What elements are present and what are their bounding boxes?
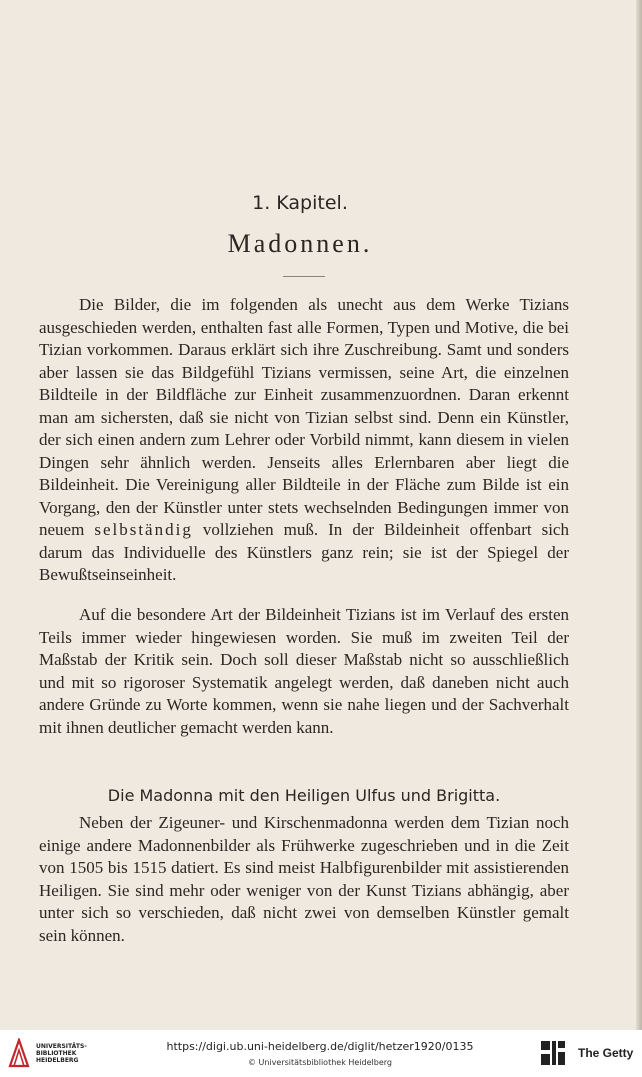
section-heading: Die Madonna mit den Heiligen Ulfus und Brigitta.: [107, 786, 501, 805]
library-name: UNIVERSITÄTS- BIBLIOTHEK HEIDELBERG: [36, 1043, 87, 1064]
ub-heidelberg-logo-icon[interactable]: [8, 1038, 30, 1068]
paragraph-1-part1: Die Bilder, die im folgenden als unecht aus dem Werke Tizians ausgeschieden werden, enthalten fast alle Formen, Typen und Motive, die bei Tizian vorkommen. Daraus erklärt sich ihre Zuschreibung. Samt und sonders aber lassen sie das Bildgefühl Tizians vermissen, seine Art, die einzelnen Bildteile in der Bildfläche zur Einheit zusammenzuordnen. Daran erkennt man am sichersten, daß sie nicht von Tizian selbst sind. Denn ein Künstler, der sich einen andern zum Lehrer oder Vorbild nimmt, kann diesem in vielen Dingen sehr ähnlich werden. Jenseits alles Erlernbaren aber liegt die Bildeinheit. Die Vereinigung aller Bildteile in der Fläche zum Bilde ist ein Vorgang, den der Künstler unter stets wechselnden Bedingungen immer von neuem: [39, 295, 569, 539]
viewer-footer: [0, 1030, 642, 1077]
paragraph-3: [39, 812, 569, 947]
getty-logo-icon[interactable]: [540, 1040, 566, 1066]
paragraph-1-emphasis: selbständig: [94, 520, 193, 539]
paragraph-3-text: Neben der Zigeuner- und Kirschenmadonna werden dem Tizian noch einige andere Madonnenbilder als Frühwerke zugeschrieben und in die Zeit von 1505 bis 1515 datiert. Es sind meist Halbfigurenbilder mit assistierenden Heiligen. Sie sind mehr oder weniger von der Kunst Tizians abhängig, aber unter sich so verschieden, daß nicht zwei von demselben Künstler gemalt sein können.: [39, 813, 569, 945]
paragraph-1: [39, 294, 569, 587]
paragraph-2-text: Auf die besondere Art der Bildeinheit Tizians ist im Verlauf des ersten Teils immer wieder hingewiesen worden. Sie muß im zweiten Teil der Maßstab der Kritik sein. Doch soll dieser Maßstab nicht so ausschließlich und mit so rigoroser Systematik angelegt werden, daß daneben nicht auch andere Gründe zu Worte kommen, wenn sie nahe liegen und der Sachverhalt mit ihnen deutlicher gemacht werden kann.: [39, 605, 569, 737]
partner-name: The Getty: [578, 1046, 634, 1060]
copyright-notice: © Universitätsbibliothek Heidelberg: [247, 1058, 392, 1067]
permalink-url[interactable]: https://digi.ub.uni-heidelberg.de/diglit/hetzer1920/0135: [166, 1040, 474, 1053]
chapter-label: 1. Kapitel.: [252, 192, 348, 214]
chapter-title: Madonnen.: [227, 229, 373, 258]
title-divider: [283, 276, 325, 277]
page-edge-shadow: [636, 0, 642, 1030]
paragraph-1-part2: vollziehen muß. In der Bildeinheit offenbart sich darum das Individuelle des Künstlers ganz rein; sie ist der Spiegel der Bewußtseinseinheit.: [39, 520, 569, 584]
paragraph-2: [39, 604, 569, 739]
